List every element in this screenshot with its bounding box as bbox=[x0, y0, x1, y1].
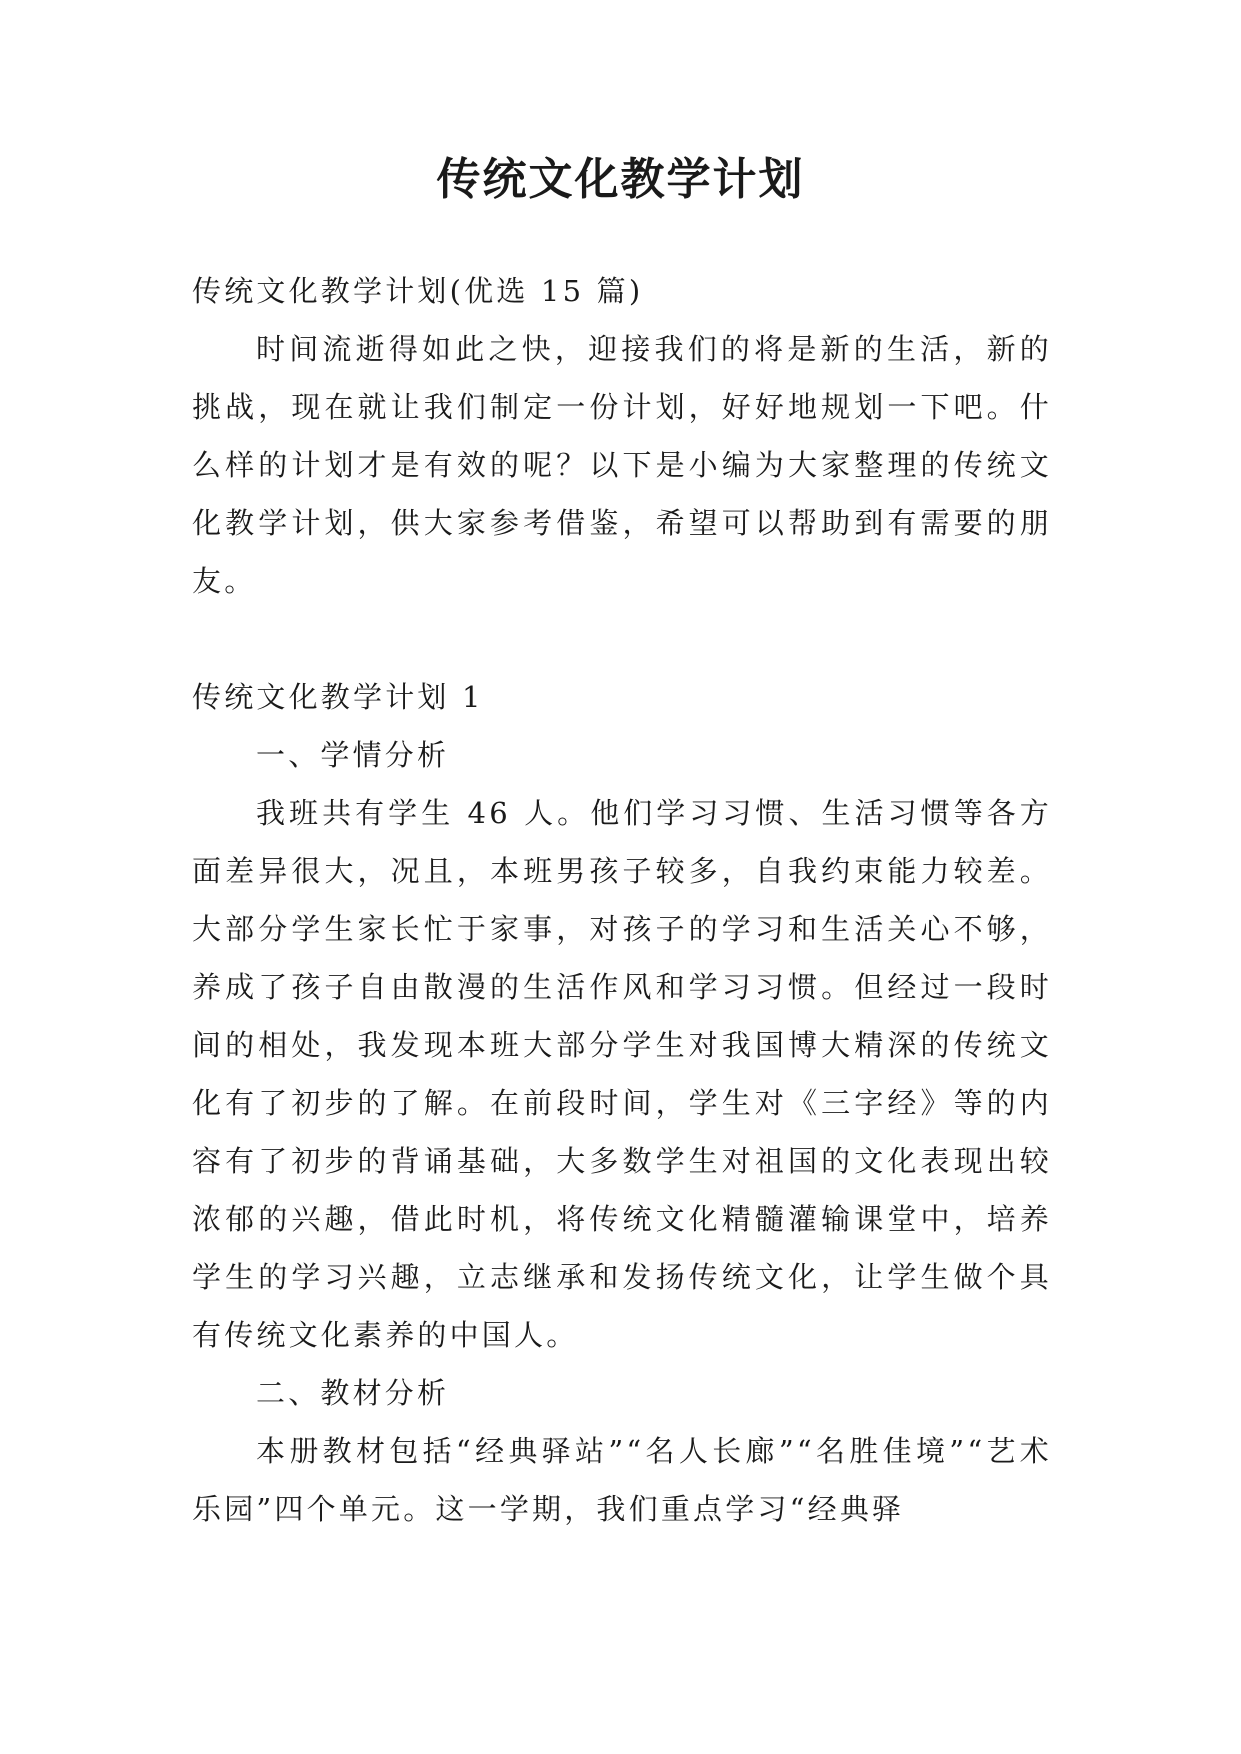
document-subtitle: 传统文化教学计划(优选 15 篇) bbox=[192, 274, 644, 308]
part-heading-textbook-analysis: 二、教材分析 bbox=[256, 1376, 450, 1410]
document-body bbox=[192, 262, 1052, 1538]
part-heading-student-analysis: 一、学情分析 bbox=[256, 738, 450, 772]
document-title: 传统文化教学计划 bbox=[436, 154, 805, 205]
section-spacer bbox=[192, 610, 1052, 668]
textbook-analysis-paragraph: 本册教材包括“经典驿站”“名人长廊”“名胜佳境”“艺术乐园”四个单元。这一学期，我们重点学习“经典驿 bbox=[192, 1434, 1052, 1526]
section-heading: 传统文化教学计划 1 bbox=[192, 680, 484, 714]
student-analysis-paragraph: 我班共有学生 46 人。他们学习习惯、生活习惯等各方面差异很大，况且，本班男孩子较多，自我约束能力较差。大部分学生家长忙于家事，对孩子的学习和生活关心不够，养成了孩子自由散漫的生活作风和学习习惯。但经过一段时间的相处，我发现本班大部分学生对我国博大精深的传统文化有了初步的了解。在前段时间，学生对《三字经》等的内容有了初步的背诵基础，大多数学生对祖国的文化表现出较浓郁的兴趣，借此时机，将传统文化精髓灌输课堂中，培养学生的学习兴趣，立志继承和发扬传统文化，让学生做个具有传统文化素养的中国人。 bbox=[192, 796, 1052, 1352]
intro-paragraph: 时间流逝得如此之快，迎接我们的将是新的生活，新的挑战，现在就让我们制定一份计划，好好地规划一下吧。什么样的计划才是有效的呢？以下是小编为大家整理的传统文化教学计划，供大家参考借鉴，希望可以帮助到有需要的朋友。 bbox=[192, 332, 1052, 598]
